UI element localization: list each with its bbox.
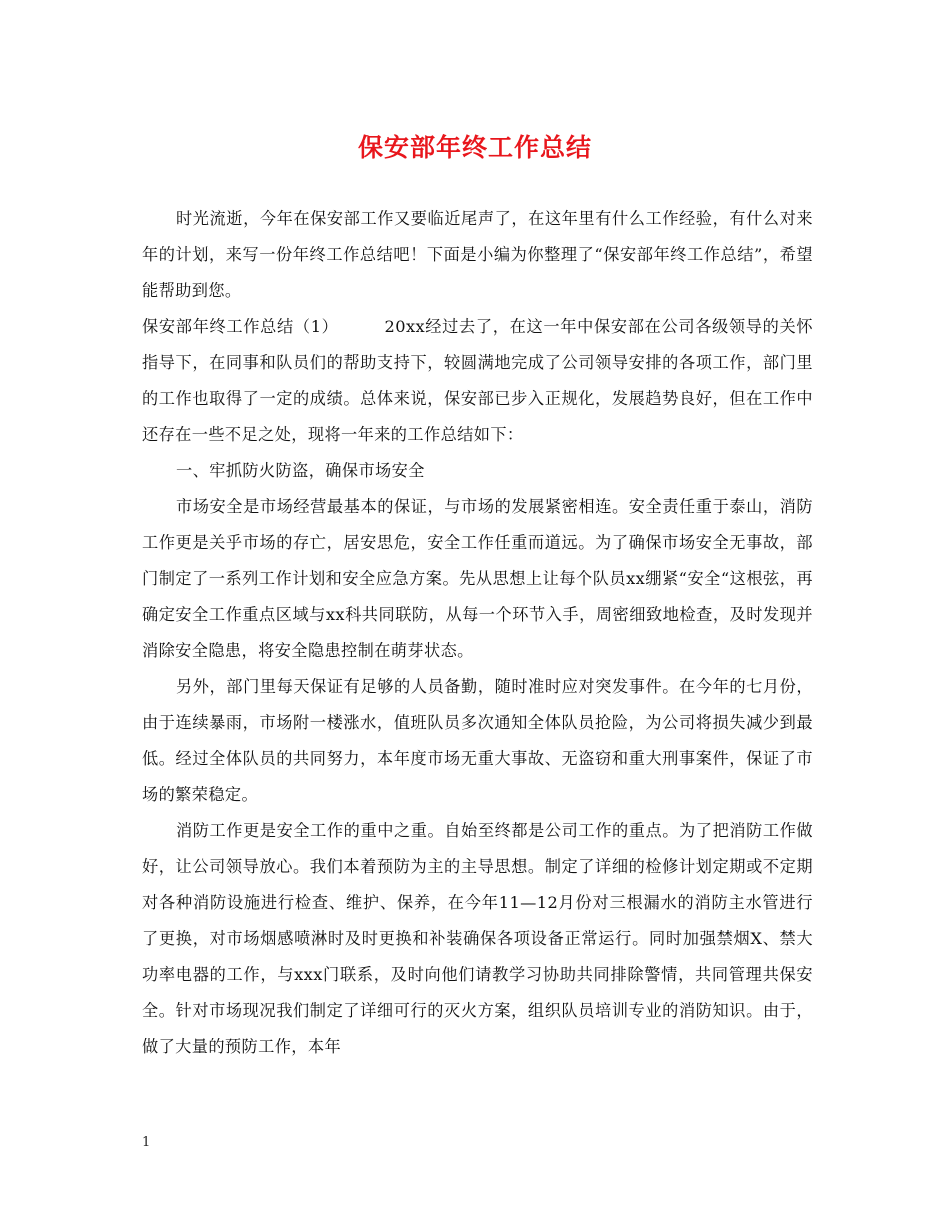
section-1-text: 20xx经过去了，在这一年中保安部在公司各级领导的关怀指导下，在同事和队员们的帮助支持下，较圆满地完成了公司领导安排的各项工作，部门里的工作也取得了一定的成绩。总体来说，保安部已步入正规化，发展趋势良好，但在工作中还存在一些不足之处，现将一年来的工作总结如下： <box>142 317 813 444</box>
section-1-paragraph <box>142 309 813 453</box>
paragraph-1: 市场安全是市场经营最基本的保证，与市场的发展紧密相连。安全责任重于泰山，消防工作更是关乎市场的存亡，居安思危，安全工作任重而道远。为了确保市场安全无事故，部门制定了一系列工作计划和安全应急方案。先从思想上让每个队员xx绷紧“安全“这根弦，再确定安全工作重点区域与xx科共同联防，从每一个环节入手，周密细致地检查，及时发现并消除安全隐患，将安全隐患控制在萌芽状态。 <box>142 497 813 660</box>
section-1-heading: 保安部年终工作总结（1） <box>142 317 339 336</box>
paragraph-2: 另外，部门里每天保证有足够的人员备勤，随时准时应对突发事件。在今年的七月份，由于连续暴雨，市场附一楼涨水，值班队员多次通知全体队员抢险，为公司将损失减少到最低。经过全体队员的共同努力，本年度市场无重大事故、无盗窃和重大刑事案件，保证了市场的繁荣稳定。 <box>142 677 813 804</box>
paragraph-3: 消防工作更是安全工作的重中之重。自始至终都是公司工作的重点。为了把消防工作做好，让公司领导放心。我们本着预防为主的主导思想。制定了详细的检修计划定期或不定期对各种消防设施进行检查、维护、保养，在今年11—12月份对三根漏水的消防主水管进行了更换，对市场烟感喷淋时及时更换和补装确保各项设备正常运行。同时加强禁烟X、禁大功率电器的工作，与xxx门联系，及时向他们请教学习协助共同排除警情，共同管理共保安全。针对市场现况我们制定了详细可行的灭火方案，组织队员培训专业的消防知识。由于，做了大量的预防工作，本年 <box>142 821 813 1056</box>
document-title: 保安部年终工作总结 <box>357 133 592 162</box>
document-body <box>142 201 813 1065</box>
intro-paragraph: 时光流逝，今年在保安部工作又要临近尾声了，在这年里有什么工作经验，有什么对来年的计划，来写一份年终工作总结吧！下面是小编为你整理了“保安部年终工作总结”，希望能帮助到您。 <box>142 209 813 300</box>
page-number: 1 <box>142 1135 151 1150</box>
subheading-1: 一、牢抓防火防盗，确保市场安全 <box>176 461 425 480</box>
